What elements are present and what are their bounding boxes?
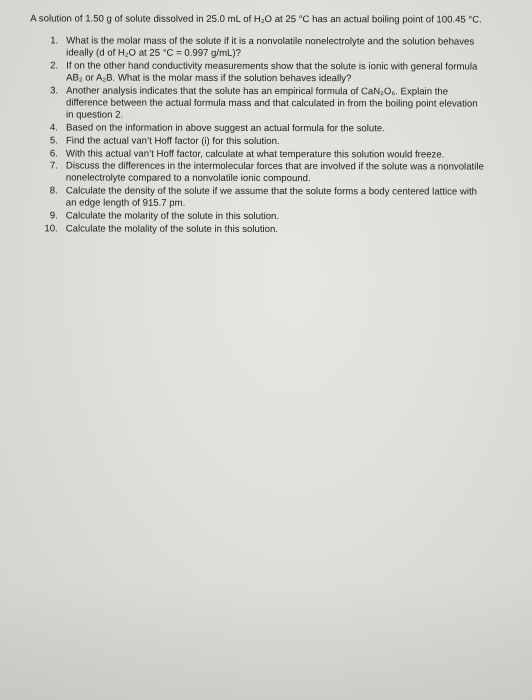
question-list: [30, 36, 501, 237]
question-number: 4.: [49, 122, 59, 134]
question-item: [30, 85, 500, 123]
question-number: 10.: [44, 223, 58, 235]
paper-shadow: [0, 580, 532, 700]
problem-intro: A solution of 1.50 g of solute dissolved in 25.0 mL of H₂O at 25 °C has an actual boiling point of 100.45 °C.: [30, 13, 482, 26]
document-body: [30, 13, 501, 237]
question-number: 9.: [49, 210, 58, 222]
question-number: 1.: [50, 35, 59, 47]
question-text: Calculate the molarity of the solute in this solution.: [65, 210, 280, 223]
question-item: [30, 123, 500, 136]
question-item: [30, 223, 500, 236]
question-item: [30, 161, 500, 187]
question-item: [30, 36, 500, 62]
question-text: Another analysis indicates that the solute has an empirical formula of CaN₂O₆. Explain the difference between the actual formula mass and that calculated in from the boiling point elevation in question 2.: [66, 85, 478, 122]
question-text: Discuss the differences in the intermolecular forces that are involved if the solute was a nonvolatile nonelectrolyte compared to a nonvolatile ionic compound.: [65, 160, 484, 185]
question-item: [30, 210, 500, 223]
question-number: 7.: [49, 160, 58, 172]
question-number: 8.: [49, 185, 58, 197]
question-item: [30, 148, 500, 161]
question-text: Based on the information in above suggest an actual formula for the solute.: [65, 122, 385, 135]
question-item: [30, 60, 500, 86]
question-text: With this actual van’t Hoff factor, calculate at what temperature this solution would freeze.: [65, 148, 445, 161]
question-number: 3.: [50, 85, 59, 97]
question-text: What is the molar mass of the solute if it is a nonvolatile nonelectrolyte and the solution behaves ideally (d of H₂O at 25 °C = 0.997 g/mL)?: [66, 35, 475, 60]
question-text: Calculate the molality of the solute in this solution.: [65, 223, 278, 235]
question-number: 2.: [50, 60, 59, 72]
question-text: Find the actual van’t Hoff factor (i) for this solution.: [65, 135, 280, 147]
question-number: 5.: [49, 135, 58, 147]
question-text: Calculate the density of the solute if we assume that the solute forms a body centered lattice with an edge length of 915.7 pm.: [65, 185, 477, 210]
question-number: 6.: [49, 147, 58, 159]
question-item: [30, 186, 500, 212]
question-item: [30, 135, 500, 148]
question-text: If on the other hand conductivity measurements show that the solute is ionic with general formula AB₂ or A₂B. What is the molar mass if the solution behaves ideally?: [66, 60, 478, 85]
